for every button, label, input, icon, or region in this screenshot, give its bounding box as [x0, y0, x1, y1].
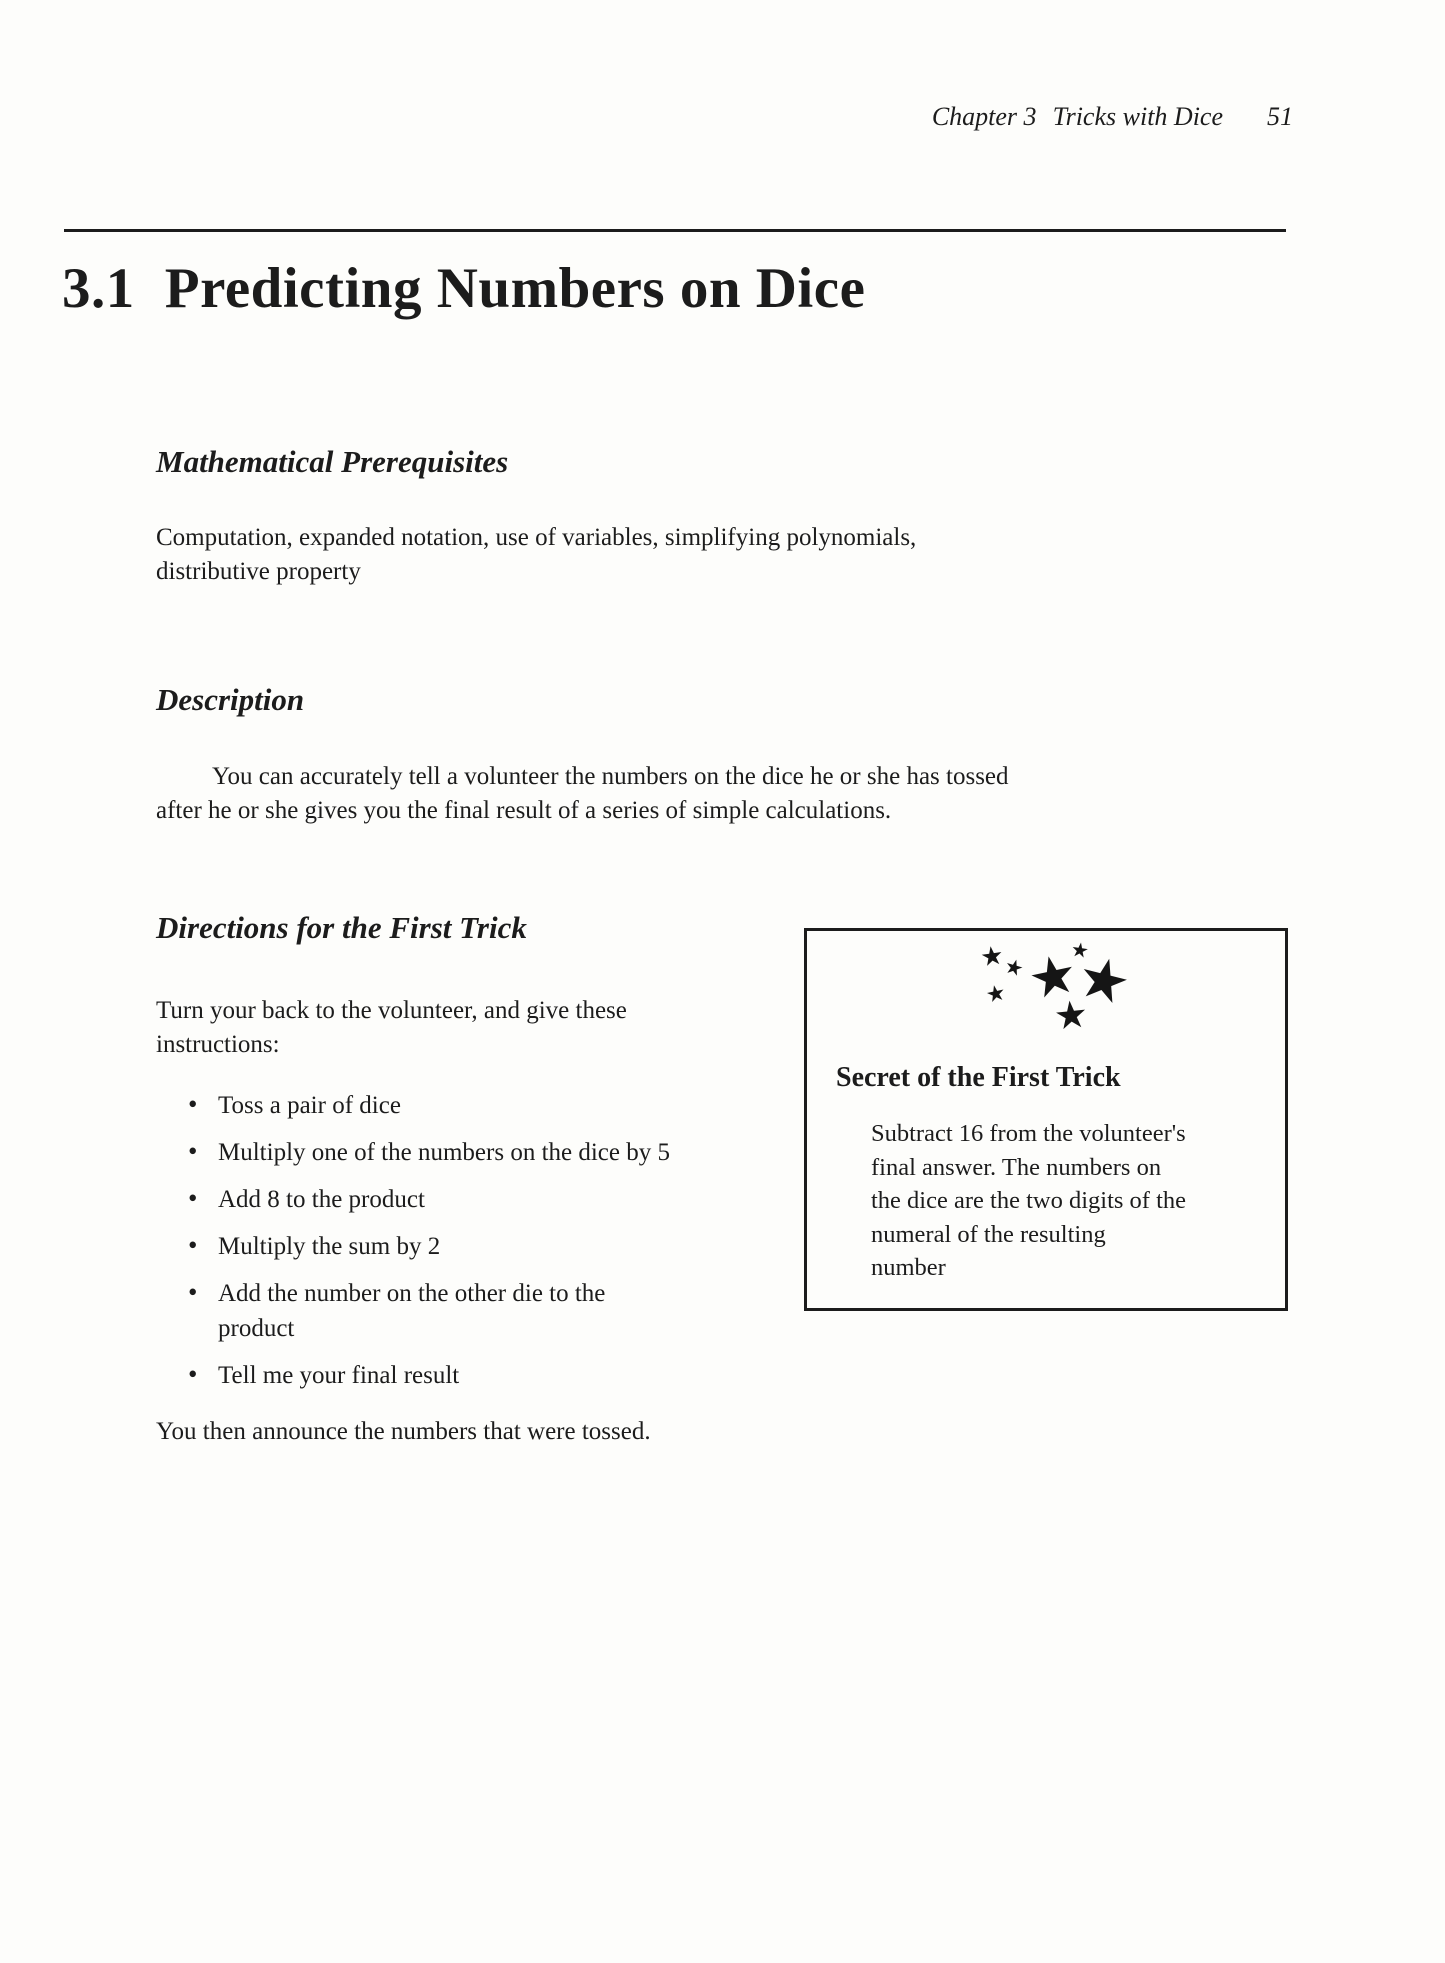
text-line: instructions: [156, 1031, 280, 1058]
text-line: Computation, expanded notation, use of variables, simplifying polynomials, [156, 524, 917, 551]
section-title-text: Predicting Numbers on Dice [164, 257, 866, 320]
page-number: 51 [1267, 102, 1293, 131]
text-line: after he or she gives you the final result of a series of simple calculations. [156, 797, 892, 824]
text-line: You can accurately tell a volunteer the numbers on the dice he or she has tossed [212, 763, 1009, 790]
header-rule [64, 229, 1286, 232]
text-line: Tell me your final result [218, 1362, 460, 1389]
list-item [156, 1182, 670, 1217]
directions-closing-paragraph [156, 1415, 651, 1449]
secret-box [804, 928, 1288, 1311]
bullet-icon [188, 1181, 197, 1217]
text-line: Toss a pair of dice [218, 1092, 401, 1119]
heading-mathematical-prerequisites: Mathematical Prerequisites [156, 444, 509, 479]
text-line: Multiply the sum by 2 [218, 1233, 441, 1260]
star-icon [1002, 955, 1026, 980]
heading-description: Description [156, 682, 305, 717]
text-line: numeral of the resulting [871, 1220, 1106, 1248]
star-icon [979, 943, 1006, 972]
star-icon [984, 982, 1008, 1008]
running-header [932, 102, 1293, 132]
text-line: Add 8 to the product [218, 1186, 425, 1213]
heading-directions-first-trick: Directions for the First Trick [156, 910, 527, 945]
bullet-icon [188, 1228, 197, 1264]
text-line: Multiply one of the numbers on the dice by 5 [218, 1139, 671, 1166]
bullet-icon [188, 1087, 197, 1123]
text-line: Turn your back to the volunteer, and give these [156, 997, 627, 1024]
list-item [156, 1358, 670, 1393]
bullet-icon [188, 1357, 197, 1393]
text-line: Add the number on the other die to the [218, 1280, 606, 1307]
text-line: Subtract 16 from the volunteer's [871, 1120, 1186, 1147]
text-line: distributive property [156, 558, 361, 585]
secret-box-heading: Secret of the First Trick [836, 1062, 1121, 1093]
directions-intro-paragraph [156, 994, 627, 1062]
bullet-icon [188, 1275, 197, 1311]
running-header-title: Tricks with Dice [1052, 102, 1223, 131]
list-item [156, 1229, 670, 1264]
description-paragraph [156, 760, 1009, 828]
star-cluster-icon [807, 931, 1285, 1046]
secret-box-text [871, 1117, 1186, 1285]
prerequisites-paragraph [156, 521, 916, 589]
text-line: product [218, 1315, 295, 1342]
text-line: final answer. The numbers on [871, 1153, 1162, 1181]
running-header-chapter: Chapter 3 [931, 102, 1037, 131]
star-icon [1052, 994, 1090, 1035]
list-item [156, 1276, 670, 1346]
list-item [156, 1135, 670, 1170]
text-line: the dice are the two digits of the [871, 1187, 1186, 1214]
section-number: 3.1 [62, 257, 135, 320]
directions-bullet-list [156, 1088, 670, 1405]
text-line: You then announce the numbers that were tossed. [156, 1418, 651, 1445]
text-line: number [871, 1254, 946, 1281]
list-item [156, 1088, 670, 1123]
bullet-icon [188, 1134, 197, 1170]
section-title [62, 256, 865, 321]
